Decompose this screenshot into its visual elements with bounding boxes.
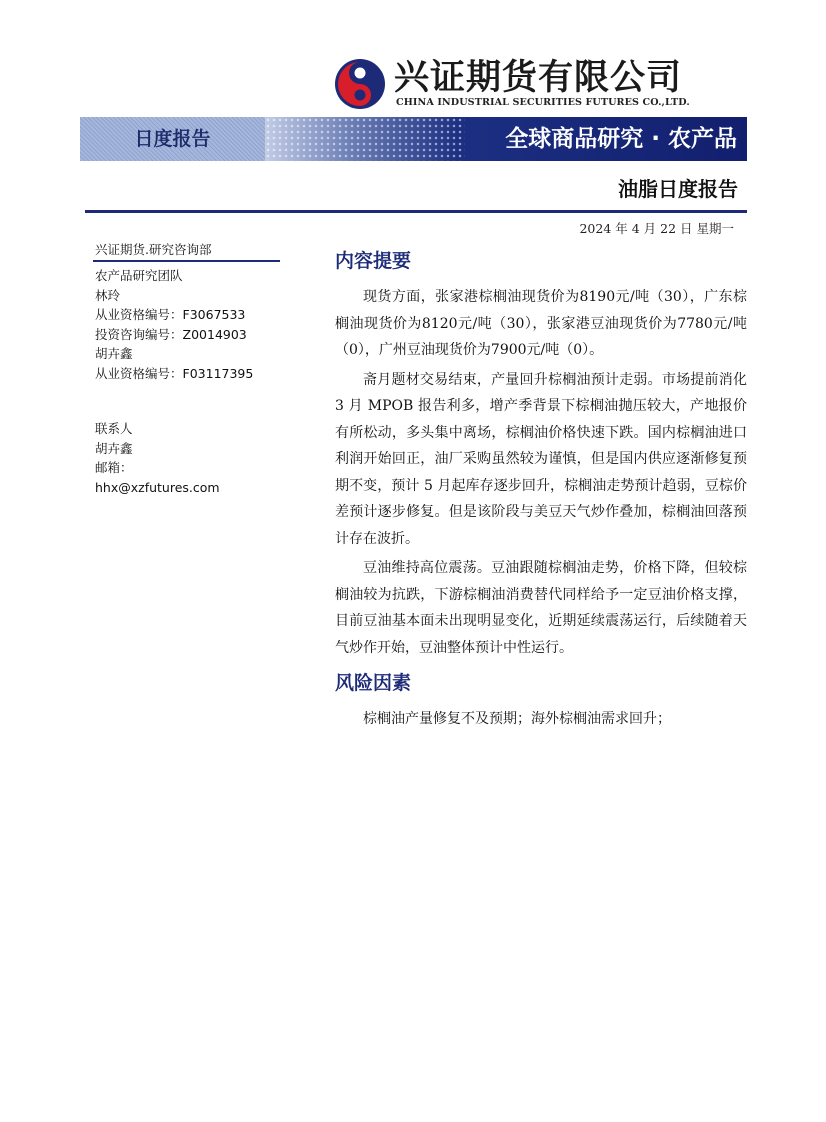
- company-logo-icon: [334, 58, 386, 110]
- summary-paragraph: 现货方面，张家港棕榈油现货价为8190元/吨（30），广东棕榈油现货价为8120元/吨（30），张家港豆油现货价为7780元/吨（0），广州豆油现货价为7900元/吨（0）。: [335, 289, 747, 358]
- banner-dot-pattern: [265, 117, 465, 161]
- sidebar-divider: [93, 260, 280, 262]
- report-title: 油脂日度报告: [618, 177, 738, 201]
- report-banner: [80, 117, 747, 161]
- contact-label: 联系人: [95, 421, 133, 436]
- research-category-label: 全球商品研究 · 农产品: [505, 126, 737, 152]
- email-label: 邮箱：: [95, 460, 133, 475]
- risk-heading: 风险因素: [335, 672, 412, 694]
- banner-right-panel: [265, 117, 747, 161]
- summary-paragraph: 斋月题材交易结束，产量回升棕榈油预计走弱。市场提前消化 3 月 MPOB 报告利多，增产季背景下棕榈油抛压较大，产地报价有所松动，多头集中离场，棕榈油价格快速下跌。国内棕榈油进口利润开始回正，油厂采购虽然较为谨慎，但是国内供应逐渐修复预期不变，预计 5 月起库存逐步回升，棕榈油走势预计趋弱，豆棕价差预计逐步修复。但是该阶段与美豆天气炒作叠加，棕榈油回落预计存在波折。: [335, 371, 747, 547]
- consult-number: Z0014903: [182, 326, 247, 342]
- consult-label: 投资咨询编号：: [95, 326, 183, 342]
- company-name-cn: 兴证期货有限公司: [394, 58, 683, 98]
- summary-paragraph: 豆油维持高位震荡。豆油跟随棕榈油走势，价格下降，但较棕榈油较为抗跌，下游棕榈油消费替代同样给予一定豆油价格支撑，目前豆油基本面未出现明显变化，近期延续震荡运行，后续随着天气炒作开始，豆油整体预计中性运行。: [335, 560, 747, 656]
- risk-paragraph: 棕榈油产量修复不及预期；海外棕榈油需求回升；: [363, 711, 671, 727]
- contact-name: 胡卉鑫: [95, 440, 133, 456]
- company-logo: [334, 58, 734, 112]
- cert-label: 从业资格编号：: [95, 307, 183, 322]
- analyst-name: 胡卉鑫: [95, 346, 133, 361]
- analyst-consult-row: [95, 325, 285, 345]
- cert-number: F3067533: [182, 307, 246, 322]
- cert-label: 从业资格编号：: [95, 365, 183, 381]
- team-name: 农产品研究团队: [95, 268, 183, 283]
- department-name: 兴证期货.研究咨询部: [95, 242, 212, 257]
- report-type-label: 日度报告: [134, 128, 211, 150]
- contact-email-link[interactable]: hhx@xzfutures.com: [95, 479, 220, 495]
- analyst-cert-row: [95, 305, 285, 325]
- analyst-cert-row: [95, 364, 285, 384]
- report-date: 2024 年 4 月 22 日 星期一: [579, 221, 734, 236]
- analyst-name: 林玲: [95, 287, 121, 303]
- company-name-en: CHINA INDUSTRIAL SECURITIES FUTURES CO.,LTD.: [396, 97, 690, 108]
- summary-heading: 内容提要: [335, 250, 412, 272]
- report-body: [335, 246, 747, 736]
- title-divider: [85, 210, 747, 213]
- author-sidebar: [95, 241, 285, 497]
- cert-number: F03117395: [182, 365, 254, 381]
